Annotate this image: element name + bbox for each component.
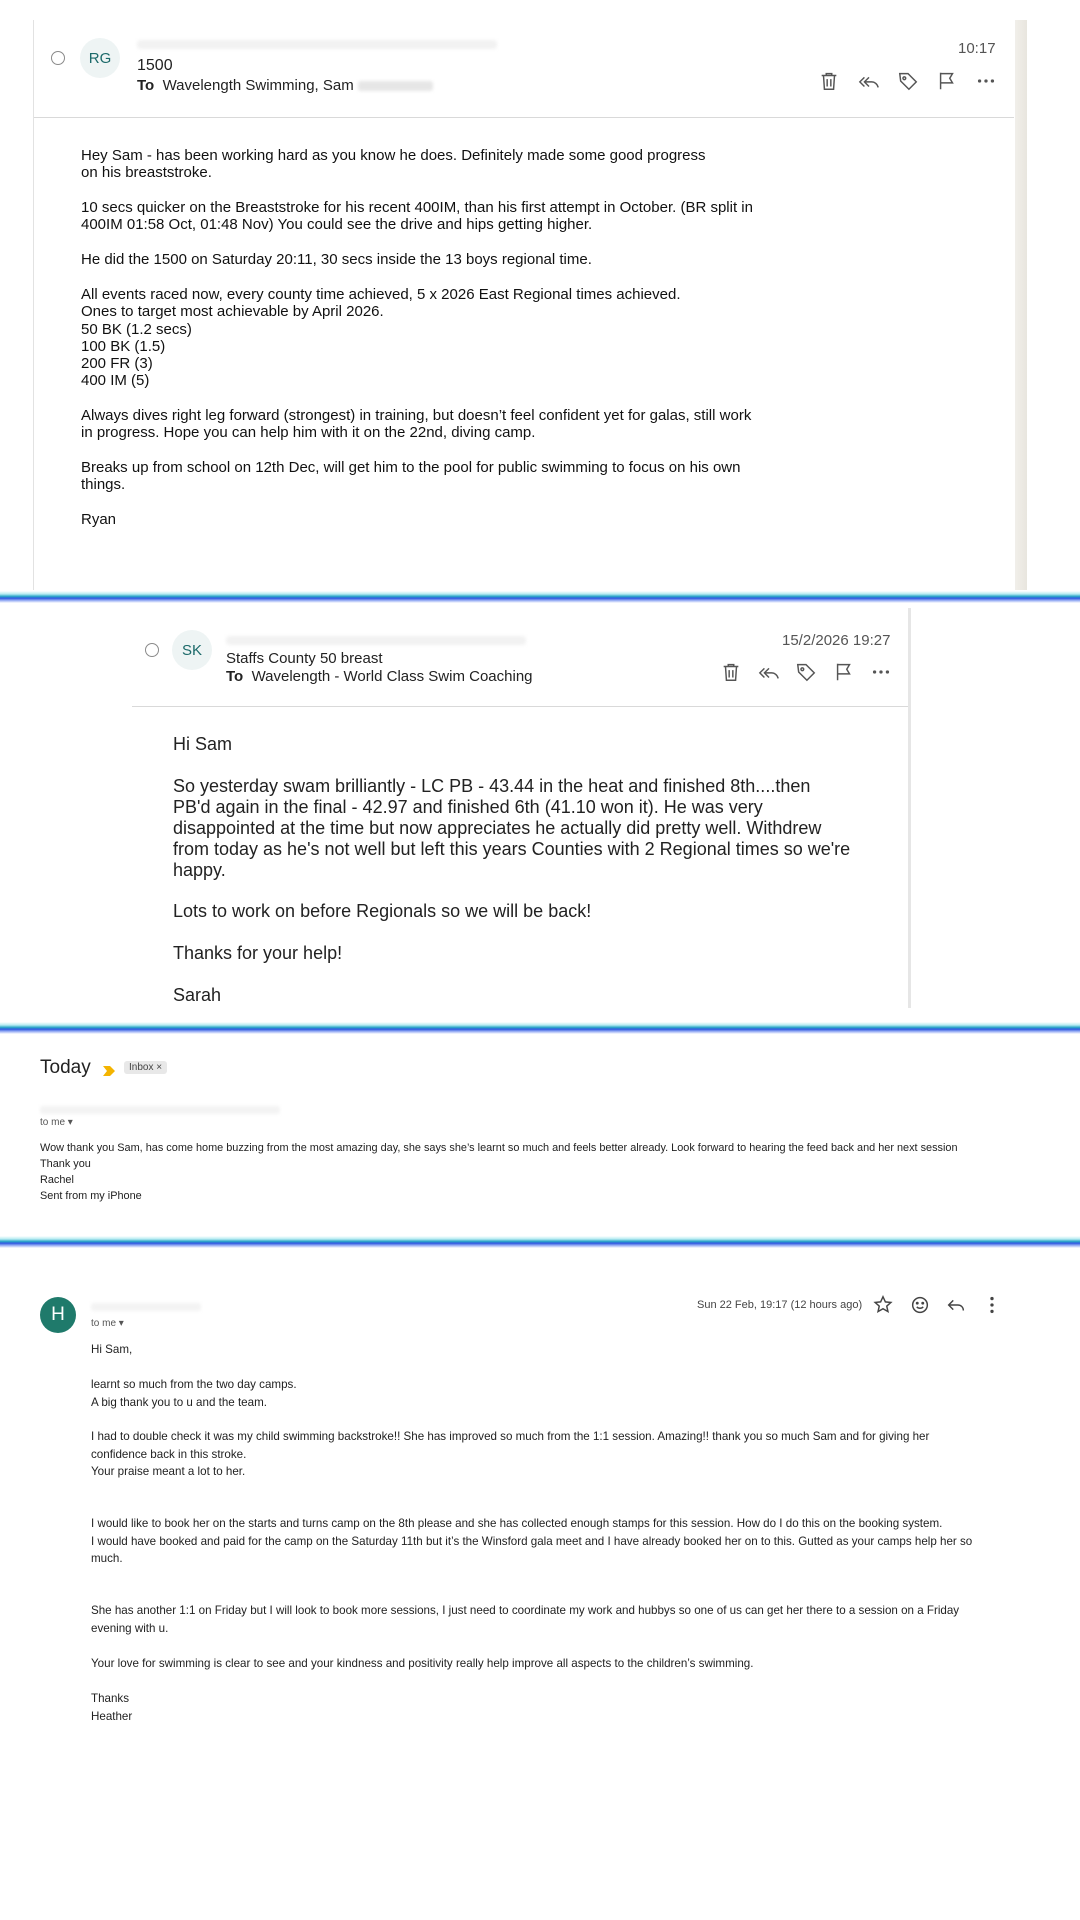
chevron-down-icon: ▾: [67, 1117, 73, 1128]
body-paragraph: All events raced now, every county time achieved, 5 x 2026 East Regional times achieved. Ones to target most achievable by April 2026. 50 BK (1.2 secs) 100 BK (1.5) 200 FR (3) 400 IM (5): [81, 286, 681, 390]
recipients: [137, 77, 433, 94]
section-divider: [0, 1022, 1080, 1034]
to-value: Wavelength Swimming, Sam: [162, 77, 354, 94]
chevron-down-icon: ▾: [118, 1318, 124, 1329]
body-paragraph: So yesterday swam brilliantly - LC PB - 43.44 in the heat and finished 8th....then PB'd again in the final - 42.97 and finished 6th (41.10 won it). He was very disappointed at the time but now appreciates he actually did pretty well. Withdrew from today as he's not well but left this years Counties with 2 Regional times so we're happy.: [173, 776, 851, 880]
more-icon[interactable]: [868, 659, 894, 685]
email-time: 15/2/2026 19:27: [782, 632, 891, 649]
email-date: Sun 22 Feb, 19:17 (12 hours ago): [697, 1299, 863, 1311]
inbox-label: Inbox: [129, 1062, 154, 1073]
signature: Sarah: [173, 985, 222, 1005]
flag-icon[interactable]: [934, 68, 960, 94]
body-line: Sent from my iPhone: [40, 1190, 142, 1202]
body-line: Rachel: [40, 1174, 74, 1186]
body-paragraph: 10 secs quicker on the Breaststroke for his recent 400IM, than his first attempt in October. (BR split in 400IM 01:58 Oct, 01:48 Nov) You could see the drive and hips getting higher.: [81, 199, 753, 234]
to-value: Wavelength - World Class Swim Coaching: [251, 668, 533, 685]
section-divider: [0, 1236, 1080, 1248]
body-paragraph: I had to double check it was my child swimming backstroke!! She has improved so much from the 1:1 session. Amazing!! thank you so much Sam and for giving her confidence back in this stroke. Your praise meant a lot to her.: [91, 1430, 930, 1478]
header-separator: [132, 706, 908, 707]
body-paragraph: Always dives right leg forward (strongest) in training, but doesn’t feel confident yet for galas, still work in progress. Hope you can help him with it on the 22nd, diving camp.: [81, 407, 752, 442]
email-heading: Today: [40, 1057, 91, 1078]
reply-icon[interactable]: [943, 1292, 969, 1318]
tag-icon[interactable]: [793, 659, 819, 685]
to-label: To: [137, 77, 155, 94]
sender-avatar: H: [40, 1297, 76, 1333]
body-paragraph: Hey Sam - has been working hard as you know he does. Definitely made some good progress on his breaststroke.: [81, 147, 706, 182]
to-label: To: [226, 668, 244, 685]
body-paragraph: He did the 1500 on Saturday 20:11, 30 secs inside the 13 boys regional time.: [81, 251, 592, 268]
more-vert-icon[interactable]: [979, 1292, 1005, 1318]
body-paragraph: Hi Sam,: [91, 1343, 133, 1356]
importance-icon: [103, 1063, 115, 1073]
recipients: [226, 668, 533, 685]
sender-name-redacted: [40, 1101, 280, 1119]
header-separator: [34, 117, 1014, 118]
emoji-reaction-icon[interactable]: [907, 1292, 933, 1318]
email-subject: 1500: [137, 57, 173, 74]
body-line: Thank you: [40, 1158, 91, 1170]
email-body: [40, 1140, 958, 1204]
body-paragraph: I would like to book her on the starts and turns camp on the 8th please and she has collected enough stamps for this session. How do I do this on the booking system. I would have booked and paid for the camp on the Saturday 11th but it’s the Winsford gala meet and I have already booked her on to this. Gutted as your camps help her so much.: [91, 1517, 973, 1565]
remove-label-icon[interactable]: ×: [156, 1062, 163, 1073]
body-paragraph: She has another 1:1 on Friday but I will look to book more sessions, I just need to coordinate my work and hubbys so one of us can get her there to a session on a Friday evening with u.: [91, 1604, 960, 1635]
sender-name-redacted: [226, 632, 526, 650]
signature: Ryan: [81, 511, 117, 528]
body-paragraph: Breaks up from school on 12th Dec, will get him to the pool for public swimming to focus on his own things.: [81, 459, 741, 494]
email-subject: Staffs County 50 breast: [226, 650, 383, 667]
email-time: 10:17: [958, 40, 996, 57]
body-paragraph: Thanks for your help!: [173, 943, 343, 963]
body-paragraph: Hi Sam: [173, 734, 233, 754]
body-paragraph: Lots to work on before Regionals so we will be back!: [173, 901, 592, 921]
to-me-dropdown[interactable]: to me ▾: [91, 1318, 124, 1329]
sender-name-redacted: [137, 36, 497, 54]
body-paragraph: learnt so much from the two day camps. A big thank you to u and the team.: [91, 1378, 297, 1409]
tag-icon[interactable]: [895, 68, 921, 94]
select-radio[interactable]: [145, 643, 159, 657]
more-icon[interactable]: [973, 68, 999, 94]
star-icon[interactable]: [870, 1292, 896, 1318]
body-paragraph: Your love for swimming is clear to see and your kindness and positivity really help improve all aspects to the children’s swimming.: [91, 1657, 754, 1670]
sender-avatar: SK: [172, 630, 212, 670]
body-line: Wow thank you Sam, has come home buzzing from the most amazing day, she says she’s learnt so much and feels better already. Look forward to hearing the feed back and her next session: [40, 1142, 958, 1154]
reply-all-icon[interactable]: [856, 68, 882, 94]
select-radio[interactable]: [51, 51, 65, 65]
delete-icon[interactable]: [816, 68, 842, 94]
sender-name-redacted: [91, 1298, 201, 1316]
flag-icon[interactable]: [831, 659, 857, 685]
section-divider: [0, 591, 1080, 603]
signature: Thanks Heather: [91, 1692, 133, 1723]
reply-all-icon[interactable]: [756, 659, 782, 685]
sender-avatar: RG: [80, 38, 120, 78]
inbox-label-chip[interactable]: [124, 1061, 167, 1074]
delete-icon[interactable]: [718, 659, 744, 685]
to-me-dropdown[interactable]: to me ▾: [40, 1117, 73, 1128]
